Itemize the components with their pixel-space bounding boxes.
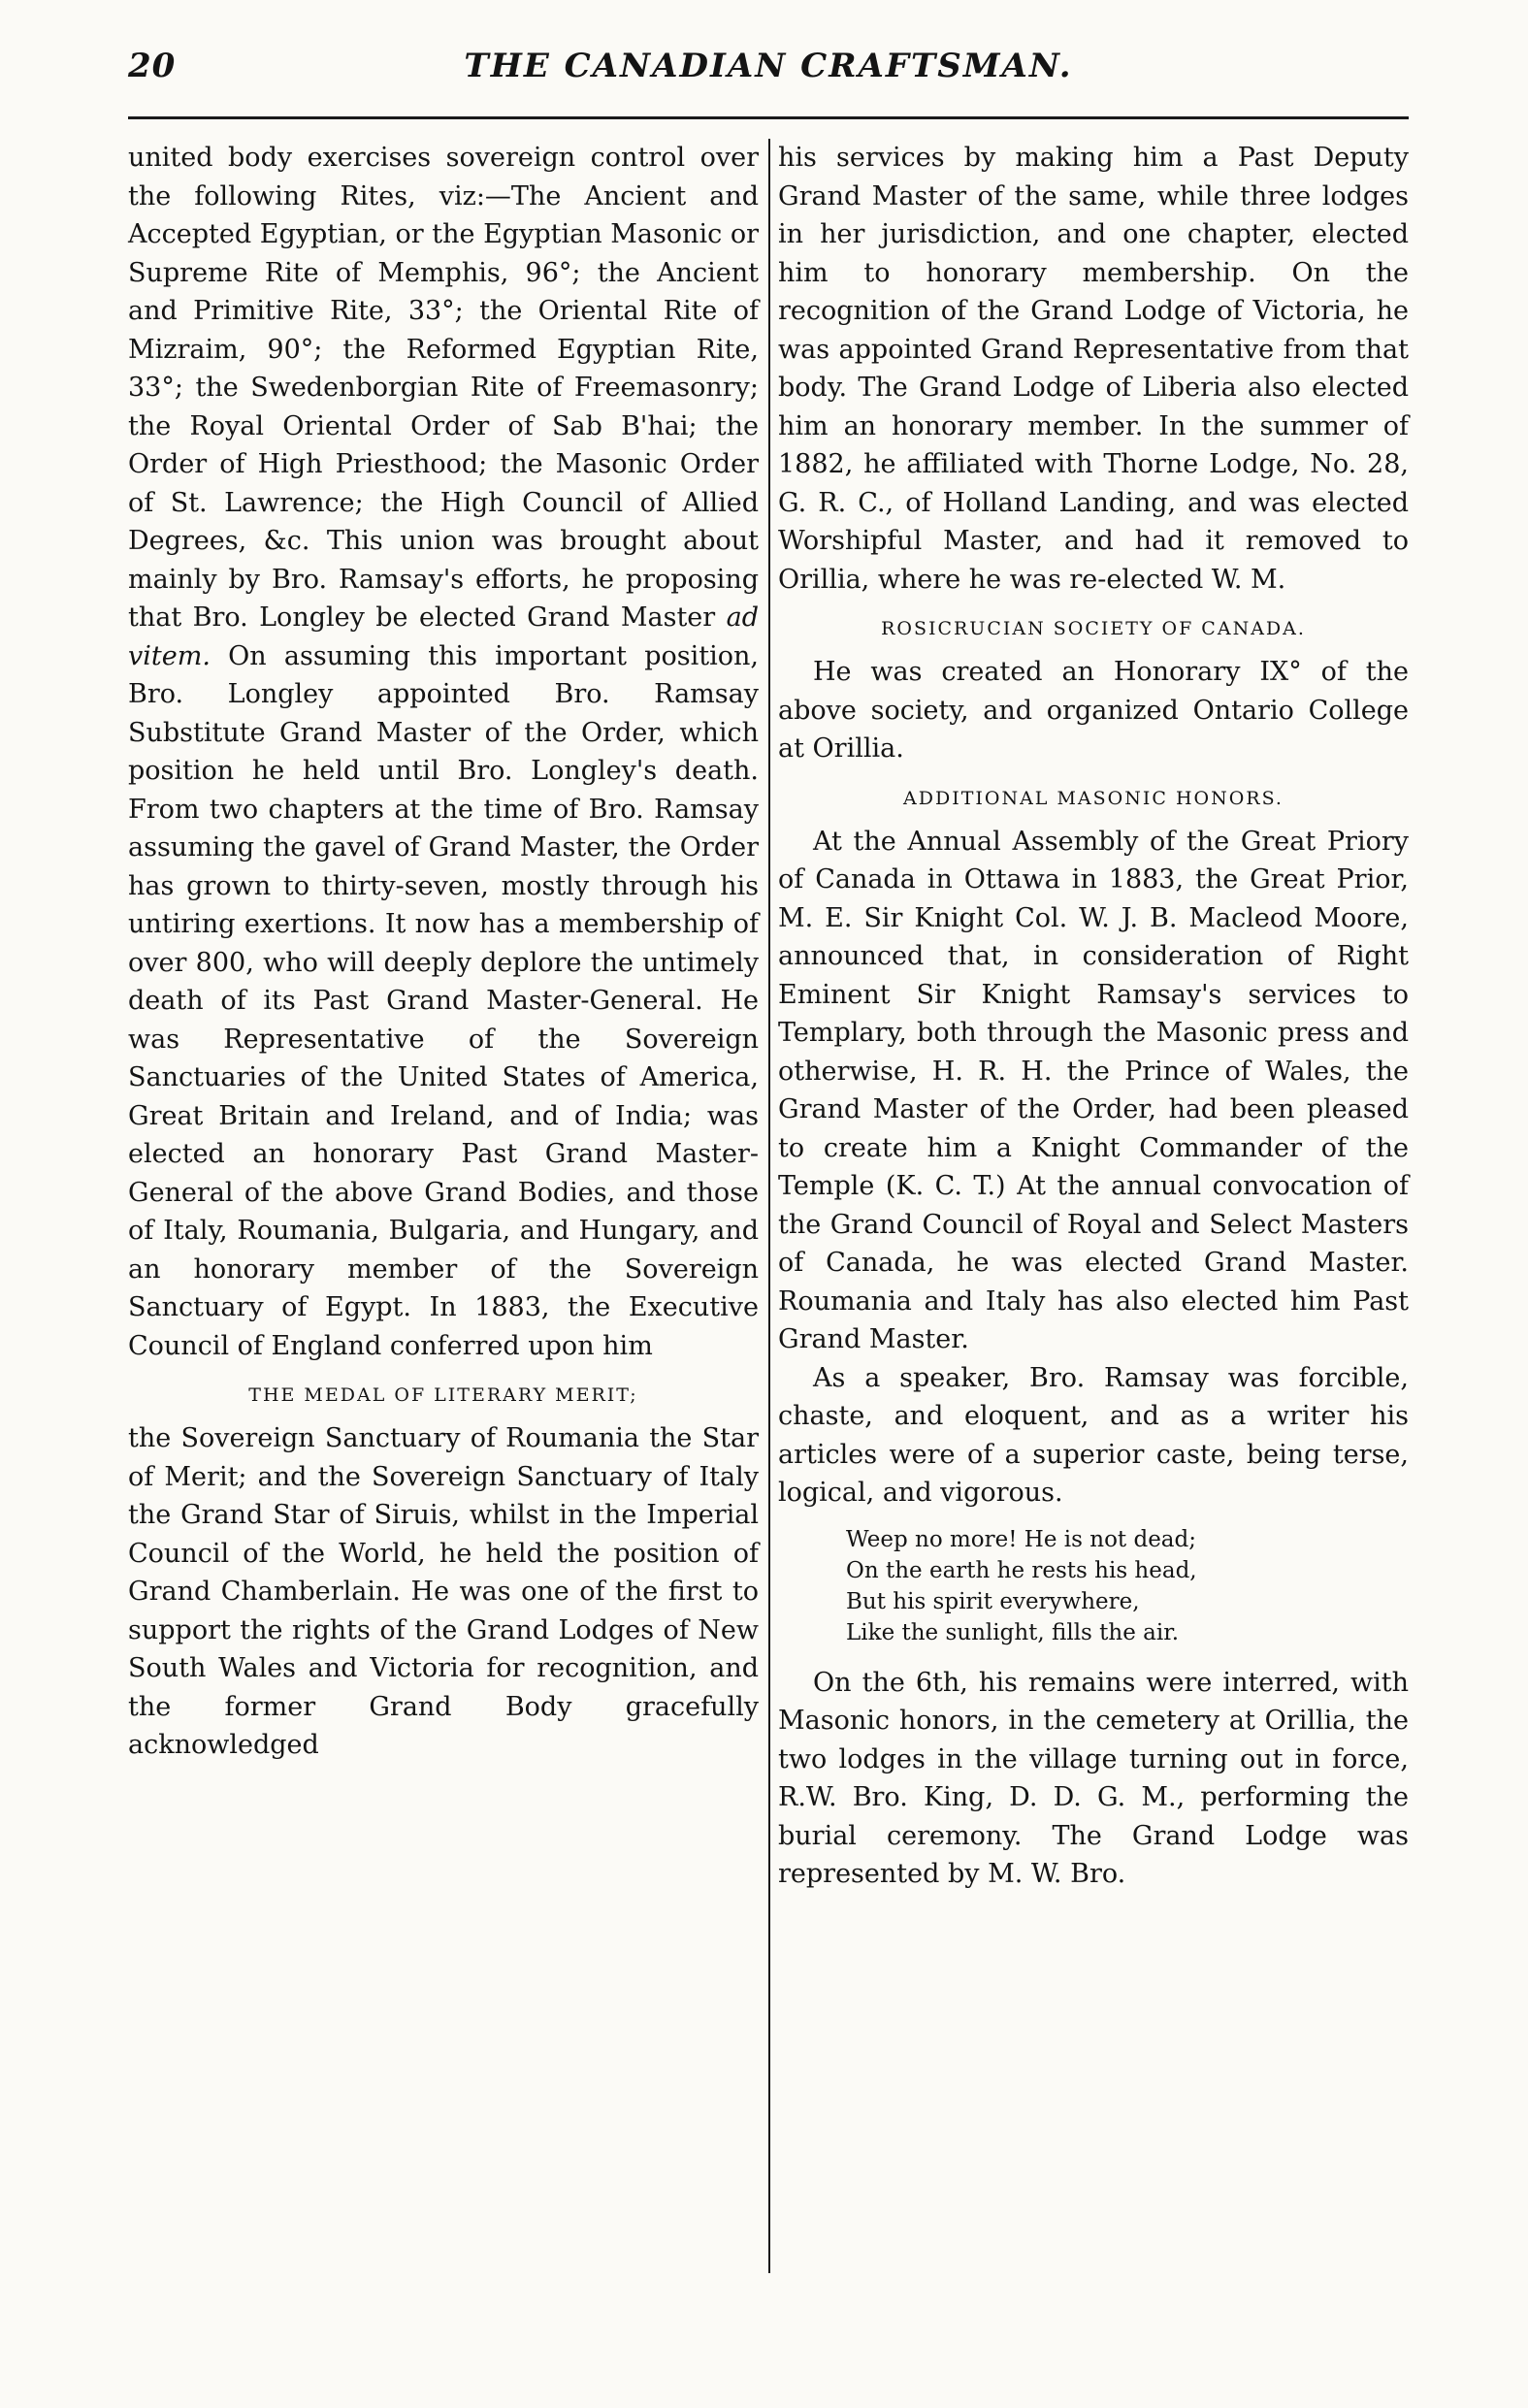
left-paragraph-1-italic: ad vitem. xyxy=(128,602,759,671)
verse-line: On the earth he rests his head, xyxy=(846,1557,1197,1583)
right-paragraph-1: his services by making him a Past Deputy Grand Master of the same, while three lodges in her jurisdiction, and one chapter, elected him to honorary membership. On the recognition of the Grand Lodge of Victoria, he was appointed Grand Representative from that body. The Grand Lodge of Liberia also elected him an honorary member. In the summer of 1882, he affiliated with Thorne Lodge, No. 28, G. R. C., of Holland Landing, and was elected Worshipful Master, and had it removed to Orillia, where he was re-elected W. M. xyxy=(778,143,1409,595)
rosicrucian-heading: ROSICRUCIAN SOCIETY OF CANADA. xyxy=(881,618,1306,639)
page-number: 20 xyxy=(128,47,177,85)
right-paragraph-3: At the Annual Assembly of the Great Priory of Canada in Ottawa in 1883, the Great Prior, M. E. Sir Knight Col. W. J. B. Macleod Moore, announced that, in consideration of Right Eminent Sir Knight Ramsay's services to Templary, both through the Masonic press and otherwise, H. R. H. the Prince of Wales, the Grand Master of the Order, had been pleased to create him a Knight Commander of the Temple (K. C. T.) At the annual convocation of the Grand Council of Royal and Select Masters of Canada, he was elected Grand Master. Roumania and Italy has also elected him Past Grand Master. xyxy=(778,826,1409,1354)
verse xyxy=(846,1524,1409,1648)
header-rule xyxy=(128,116,1409,119)
verse-line: Like the sunlight, fills the air. xyxy=(846,1619,1180,1645)
text-columns xyxy=(128,139,1409,2273)
verse-line: But his spirit everywhere, xyxy=(846,1588,1140,1614)
right-column xyxy=(778,139,1409,2273)
right-paragraph-5: On the 6th, his remains were interred, with Masonic honors, in the cemetery at Orillia, the two lodges in the village turning out in force, R.W. Bro. King, D. D. G. M., performing the burial ceremony. The Grand Lodge was represented by M. W. Bro. xyxy=(778,1667,1409,1889)
verse-line: Weep no more! He is not dead; xyxy=(846,1526,1196,1552)
journal-title: THE CANADIAN CRAFTSMAN. xyxy=(464,47,1073,85)
right-paragraph-4: As a speaker, Bro. Ramsay was forcible, chaste, and eloquent, and as a writer his articles were of a superior caste, being terse, logical, and vigorous. xyxy=(778,1362,1409,1508)
right-paragraph-2: He was created an Honorary IX° of the above society, and organized Ontario College at Orillia. xyxy=(778,657,1409,764)
left-paragraph-2: the Sovereign Sanctuary of Roumania the Star of Merit; and the Sovereign Sanctuary of Italy the Grand Star of Siruis, whilst in the Imperial Council of the World, he held the position of Grand Chamberlain. He was one of the first to support the rights of the Grand Lodges of New South Wales and Victoria for recognition, and the former Grand Body gracefully acknowledged xyxy=(128,1423,759,1760)
honors-heading: ADDITIONAL MASONIC HONORS. xyxy=(903,787,1284,809)
running-head xyxy=(128,47,1409,105)
column-divider xyxy=(768,139,770,2273)
left-paragraph-1-text-b: On assuming this important position, Bro. Longley appointed Bro. Ramsay Substitute Grand Master of the Order, which position he held until Bro. Longley's death. From two chapters at the time of Bro. Ramsay assuming the gavel of Grand Master, the Order has grown to thirty-seven, mostly through his untiring exertions. It now has a membership of over 800, who will deeply deplore the untimely death of its Past Grand Master-General. He was Representative of the Sovereign Sanctuaries of the United States of America, Great Britain and Ireland, and of India; was elected an honorary Past Grand Master-General of the above Grand Bodies, and those of Italy, Roumania, Bulgaria, and Hungary, and an honorary member of the Sovereign Sanctuary of Egypt. In 1883, the Executive Council of England conferred upon him xyxy=(128,640,759,1361)
page xyxy=(128,47,1409,1889)
medal-heading: THE MEDAL OF LITERARY MERIT; xyxy=(248,1384,638,1406)
left-column xyxy=(128,139,768,2273)
left-paragraph-1-text-a: united body exercises sovereign control over the following Rites, viz:—The Ancient and Accepted Egyptian, or the Egyptian Masonic or Supreme Rite of Memphis, 96°; the Ancient and Primitive Rite, 33°; the Oriental Rite of Mizraim, 90°; the Reformed Egyptian Rite, 33°; the Swedenborgian Rite of Freemasonry; the Royal Oriental Order of Sab B'hai; the Order of High Priesthood; the Masonic Order of St. Lawrence; the High Council of Allied Degrees, &c. This union was brought about mainly by Bro. Ramsay's efforts, he proposing that Bro. Longley be elected Grand Master xyxy=(128,143,759,633)
left-paragraph-1 xyxy=(128,139,759,1365)
